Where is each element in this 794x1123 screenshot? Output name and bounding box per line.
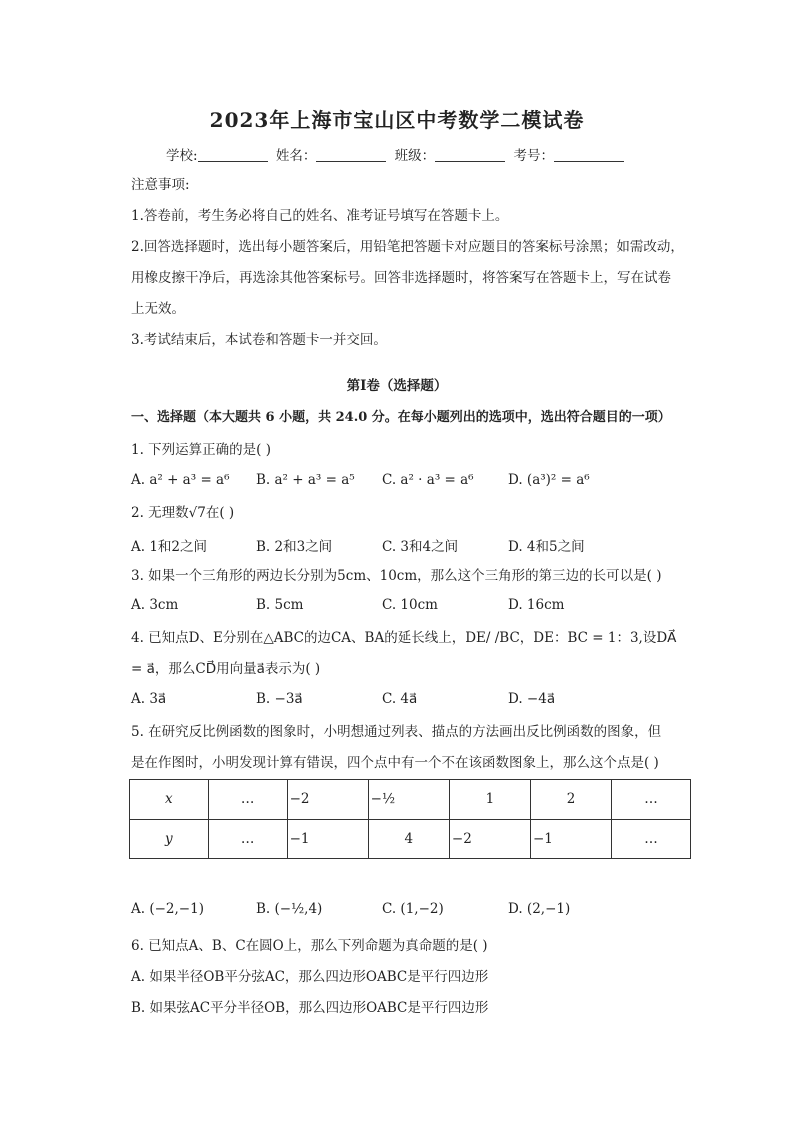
note-2-line-3: 上无效。: [131, 301, 185, 317]
q6-stem: 6. 已知点A、B、C在圆O上，那么下列命题为真命题的是( ): [131, 938, 488, 954]
student-info-line: [0, 144, 794, 164]
table-cell: −1: [530, 819, 611, 859]
q5-option-b[interactable]: B. (−½,4): [256, 901, 323, 917]
note-2-line-1: 2.回答选择题时，选出每小题答案后，用铅笔把答题卡对应题目的答案标号涂黑；如需改动，: [131, 239, 684, 255]
table-cell: −2: [287, 780, 368, 820]
note-2-line-2: 用橡皮擦干净后，再选涂其他答案标号。回答非选择题时，将答案写在答题卡上，写在试卷: [131, 270, 671, 286]
table-cell: y: [130, 819, 209, 859]
name-blank[interactable]: [316, 149, 386, 162]
section-heading: 一、选择题（本大题共 6 小题，共 24.0 分。在每小题列出的选项中，选出符合题目的一项）: [131, 410, 671, 425]
table-cell: −½: [368, 780, 449, 820]
table-cell: …: [208, 819, 287, 859]
q4-stem-line-1: 4. 已知点D、E分别在△ABC的边CA、BA的延长线上，DE/ /BC，DE：BC = 1：3,设DA⃗: [131, 630, 677, 646]
table-cell: 2: [530, 780, 611, 820]
class-blank[interactable]: [435, 149, 505, 162]
q5-stem-line-2: 是在作图时，小明发现计算有错误，四个点中有一个不在该函数图象上，那么这个点是( ): [131, 755, 659, 771]
table-cell: 4: [368, 819, 449, 859]
table-row-y: [130, 819, 691, 859]
q5-option-d[interactable]: D. (2,−1): [508, 901, 571, 917]
q1-stem: 1. 下列运算正确的是( ): [131, 442, 271, 458]
table-cell: 1: [449, 780, 530, 820]
q2-option-d[interactable]: D. 4和5之间: [508, 539, 585, 555]
note-3: 3.考试结束后，本试卷和答题卡一并交回。: [131, 332, 387, 348]
table-cell: …: [612, 819, 691, 859]
q4-option-c[interactable]: C. 4a⃗: [382, 691, 418, 707]
q3-option-a[interactable]: A. 3cm: [131, 597, 179, 613]
q6-option-a[interactable]: A. 如果半径OB平分弦AC，那么四边形OABC是平行四边形: [131, 969, 489, 985]
q2-option-b[interactable]: B. 2和3之间: [256, 539, 333, 555]
q3-option-b[interactable]: B. 5cm: [256, 597, 304, 613]
q3-option-d[interactable]: D. 16cm: [508, 597, 565, 613]
q4-option-d[interactable]: D. −4a⃗: [508, 691, 556, 707]
table-cell: …: [612, 780, 691, 820]
q4-option-b[interactable]: B. −3a⃗: [256, 691, 303, 707]
q5-option-c[interactable]: C. (1,−2): [382, 901, 444, 917]
q1-option-a[interactable]: A. a² + a³ = a⁶: [131, 472, 230, 488]
q2-stem: 2. 无理数√7在( ): [131, 505, 235, 521]
table-cell: …: [208, 780, 287, 820]
table-row-x: [130, 780, 691, 820]
school-label: 学校:: [166, 148, 198, 164]
q2-option-c[interactable]: C. 3和4之间: [382, 539, 459, 555]
exam-no-blank[interactable]: [554, 149, 624, 162]
q3-stem: 3. 如果一个三角形的两边长分别为5cm、10cm，那么这个三角形的第三边的长可以是( ): [131, 568, 662, 584]
q5-value-table: [129, 779, 691, 859]
table-cell: −2: [449, 819, 530, 859]
q1-option-b[interactable]: B. a² + a³ = a⁵: [256, 472, 355, 488]
exam-title: 2023年上海市宝山区中考数学二模试卷: [209, 108, 585, 132]
q6-option-b[interactable]: B. 如果弦AC平分半径OB，那么四边形OABC是平行四边形: [131, 1000, 489, 1016]
q5-option-a[interactable]: A. (−2,−1): [131, 901, 204, 917]
q1-option-c[interactable]: C. a² · a³ = a⁶: [382, 472, 474, 488]
q3-option-c[interactable]: C. 10cm: [382, 597, 438, 613]
part-title: 第Ⅰ卷（选择题）: [346, 378, 448, 394]
table-cell: −1: [287, 819, 368, 859]
q4-option-a[interactable]: A. 3a⃗: [131, 691, 167, 707]
name-label: 姓名：: [275, 148, 317, 164]
class-label: 班级：: [394, 148, 436, 164]
q2-option-a[interactable]: A. 1和2之间: [131, 539, 208, 555]
q5-stem-line-1: 5. 在研究反比例函数的图象时，小明想通过列表、描点的方法画出反比例函数的图象，但: [131, 724, 662, 740]
q4-stem-line-2: = a⃗，那么CD⃗用向量a⃗表示为( ): [131, 661, 321, 677]
table-cell: x: [130, 780, 209, 820]
notes-heading: 注意事项:: [131, 177, 190, 193]
q1-option-d[interactable]: D. (a³)² = a⁶: [508, 472, 590, 488]
school-blank[interactable]: [198, 149, 268, 162]
exam-no-label: 考号：: [513, 148, 554, 164]
note-1: 1.答卷前，考生务必将自己的姓名、准考证号填写在答题卡上。: [131, 208, 509, 224]
